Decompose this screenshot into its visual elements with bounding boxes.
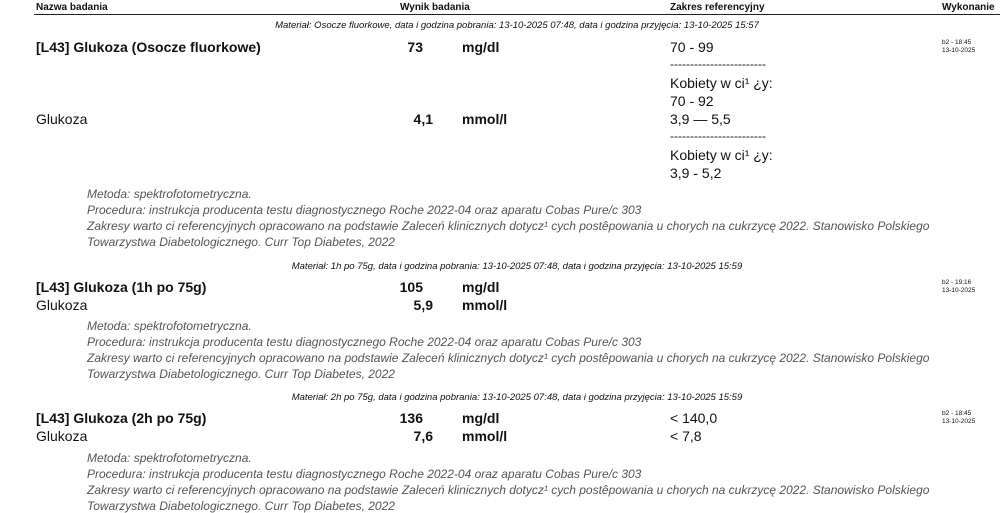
reference-separator: ------------------------ <box>670 57 766 71</box>
method-note: Metoda: spektrofotometryczna. <box>87 187 252 201</box>
result-unit: mmol/l <box>462 297 508 313</box>
reference-range: < 7,8 <box>670 428 702 444</box>
result-value: 5,9 <box>413 297 433 313</box>
reference-pregnancy-label: Kobiety w ci¹ ¿y: <box>670 75 773 91</box>
execution-date: 13-10-2025 <box>942 418 976 425</box>
header-divider <box>34 14 1000 15</box>
execution-time: b2 - 18:45 <box>942 410 972 417</box>
method-note: Metoda: spektrofotometryczna. <box>87 451 252 465</box>
material-info: Materiał: 2h po 75g, data i godzina pobrania: 13-10-2025 07:48, data i godzina przyjęcia: 13-10-2025 15:59 <box>291 392 743 403</box>
reference-pregnancy-range: 3,9 - 5,2 <box>670 165 722 181</box>
result-unit: mg/dl <box>462 410 500 426</box>
procedure-note: Procedura: instrukcja producenta testu diagnostycznego Roche 2022-04 oraz aparatu Cobas Pure/c 303 <box>87 203 642 217</box>
material-info: Materiał: Osocze fluorkowe, data i godzina pobrania: 13-10-2025 07:48, data i godzina przyjęcia: 13-10-2025 15:57 <box>275 20 759 31</box>
reference-source-note-cont: Towarzystwa Diabetologicznego. Curr Top Diabetes, 2022 <box>87 499 395 513</box>
execution-date: 13-10-2025 <box>942 47 976 54</box>
result-value: 105 <box>399 279 423 295</box>
reference-pregnancy-range: 70 - 92 <box>670 93 714 109</box>
result-value: 7,6 <box>413 428 433 444</box>
column-header-execution: Wykonanie <box>942 2 995 13</box>
reference-pregnancy-label: Kobiety w ci¹ ¿y: <box>670 147 773 163</box>
test-title: [L43] Glukoza (2h po 75g) <box>36 410 207 426</box>
parameter-name: Glukoza <box>36 297 88 313</box>
reference-source-note: Zakresy warto ci referencyjnych opracowano na podstawie Zaleceń klinicznych dotycz¹ cych postêpowania u chorych na cukrzycę 2022. Stanowisko Polskiego <box>87 351 930 365</box>
result-value: 136 <box>399 410 423 426</box>
column-header-reference: Zakres referencyjny <box>670 2 765 13</box>
execution-time: b2 - 18:45 <box>942 39 972 46</box>
column-header-result: Wynik badania <box>400 2 470 13</box>
column-header-name: Nazwa badania <box>36 2 108 13</box>
execution-date: 13-10-2025 <box>942 287 976 294</box>
reference-source-note-cont: Towarzystwa Diabetologicznego. Curr Top Diabetes, 2022 <box>87 235 395 249</box>
test-title: [L43] Glukoza (Osocze fluorkowe) <box>36 39 261 55</box>
test-title: [L43] Glukoza (1h po 75g) <box>36 279 207 295</box>
execution-time: b2 - 19:16 <box>942 279 972 286</box>
method-note: Metoda: spektrofotometryczna. <box>87 319 252 333</box>
reference-source-note-cont: Towarzystwa Diabetologicznego. Curr Top Diabetes, 2022 <box>87 367 395 381</box>
reference-range: < 140,0 <box>670 410 718 426</box>
result-unit: mmol/l <box>462 111 508 127</box>
procedure-note: Procedura: instrukcja producenta testu diagnostycznego Roche 2022-04 oraz aparatu Cobas Pure/c 303 <box>87 467 642 481</box>
procedure-note: Procedura: instrukcja producenta testu diagnostycznego Roche 2022-04 oraz aparatu Cobas Pure/c 303 <box>87 335 642 349</box>
result-unit: mmol/l <box>462 428 508 444</box>
result-unit: mg/dl <box>462 279 500 295</box>
reference-source-note: Zakresy warto ci referencyjnych opracowano na podstawie Zaleceń klinicznych dotycz¹ cych postêpowania u chorych na cukrzycę 2022. Stanowisko Polskiego <box>87 219 930 233</box>
reference-source-note: Zakresy warto ci referencyjnych opracowano na podstawie Zaleceń klinicznych dotycz¹ cych postêpowania u chorych na cukrzycę 2022. Stanowisko Polskiego <box>87 483 930 497</box>
result-value: 73 <box>407 39 423 55</box>
reference-separator: ------------------------ <box>670 129 766 143</box>
result-value: 4,1 <box>413 111 433 127</box>
material-info: Materiał: 1h po 75g, data i godzina pobrania: 13-10-2025 07:48, data i godzina przyjęcia: 13-10-2025 15:59 <box>291 261 743 272</box>
reference-range: 3,9 — 5,5 <box>670 111 731 127</box>
parameter-name: Glukoza <box>36 111 88 127</box>
reference-range: 70 - 99 <box>670 39 714 55</box>
result-unit: mg/dl <box>462 39 500 55</box>
parameter-name: Glukoza <box>36 428 88 444</box>
